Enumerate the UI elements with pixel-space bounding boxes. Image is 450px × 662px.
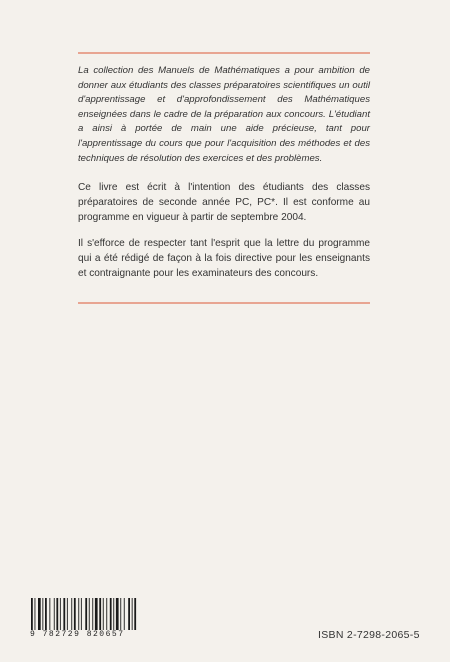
program-paragraph: Il s'efforce de respecter tant l'esprit que la lettre du programme qui a été rédigé de façon à la fois directive pour les enseignants et contraignante pour les examinateurs des concours. (78, 238, 370, 280)
top-divider (78, 52, 370, 54)
barcode-bars (30, 598, 144, 630)
bottom-divider (78, 302, 370, 304)
collection-intro: La collection des Manuels de Mathématiques a pour ambition de donner aux étudiants des classes préparatoires scientifiques un outil d'apprentissage et d'approfondissement des Mathématiques enseignées dans le cadre de la préparation aux concours. L'étudiant a ainsi à portée de main une aide précieuse, tant pour l'apprentissage du cours que pour l'acquisition des méthodes et des techniques de résolution des exercices et des problèmes. (78, 65, 370, 164)
barcode-number: 9 782729 820657 (30, 630, 125, 639)
book-audience-paragraph: Ce livre est écrit à l'intention des étudiants des classes préparatoires de seconde année PC, PC*. Il est conforme au programme en vigueur à partir de septembre 2004. (78, 182, 370, 224)
isbn-label: ISBN 2-7298-2065-5 (318, 629, 420, 641)
